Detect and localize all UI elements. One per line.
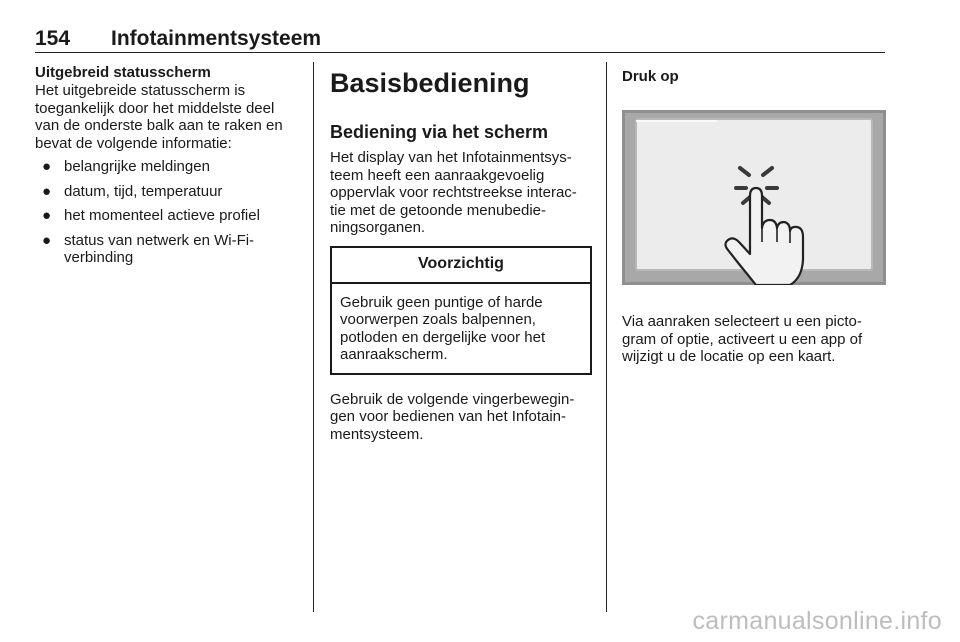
bullet-item xyxy=(35,207,300,225)
tap-paragraph xyxy=(622,313,884,366)
caution-line: potloden en dergelijke voor het xyxy=(340,328,546,346)
paragraph-line: oppervlak voor rechtstreekse interac- xyxy=(330,184,577,201)
tap-heading: Druk op xyxy=(622,68,679,85)
caution-line: aanraakscherm. xyxy=(340,346,448,363)
bullet-line: het momenteel actieve profiel xyxy=(64,207,260,224)
bullet-line: belangrijke meldingen xyxy=(64,158,210,175)
page-header xyxy=(35,27,885,51)
column-divider-right xyxy=(606,62,607,612)
status-screen-intro xyxy=(35,82,300,152)
paragraph-line: tie met de getoonde menubedie- xyxy=(330,201,546,219)
bullet-icon: ● xyxy=(42,207,52,224)
caution-box xyxy=(330,246,592,375)
column-right xyxy=(622,64,884,366)
chapter-title: Infotainmentsysteem xyxy=(111,27,322,50)
caution-line: voorwerpen zoals balpennen, xyxy=(340,311,536,328)
paragraph-line: gen voor bedienen van het Infotain- xyxy=(330,408,567,425)
caution-title: Voorzichtig xyxy=(332,248,590,284)
bullet-line: datum, tijd, temperatuur xyxy=(64,182,223,200)
watermark: carmanualsonline.info xyxy=(692,607,942,635)
info-bullet-list xyxy=(35,158,300,267)
bullet-line: verbinding xyxy=(64,249,134,266)
intro-line: bevat de volgende informatie: xyxy=(35,134,232,152)
column-middle xyxy=(330,64,592,443)
bullet-item xyxy=(35,158,300,176)
intro-line: van de onderste balk aan te raken en xyxy=(35,117,283,134)
status-screen-heading: Uitgebreid statusscherm xyxy=(35,64,211,81)
paragraph-line: wijzigt u de locatie op een kaart. xyxy=(622,348,836,365)
paragraph-line: teem heeft een aanraakgevoelig xyxy=(330,166,545,184)
basic-operation-heading: Basisbediening xyxy=(330,68,530,98)
header-rule xyxy=(35,52,885,53)
caution-line: Gebruik geen puntige of harde xyxy=(340,293,543,311)
finger-tap-icon xyxy=(622,110,886,285)
paragraph-line: gram of optie, activeert u een app of xyxy=(622,330,863,348)
column-divider-left xyxy=(313,62,314,612)
bullet-icon: ● xyxy=(42,231,52,249)
touchscreen-paragraph xyxy=(330,149,592,237)
paragraph-line: ningsorganen. xyxy=(330,219,426,236)
bullet-item xyxy=(35,232,300,267)
intro-line: Het uitgebreide statusscherm is xyxy=(35,82,246,99)
column-left xyxy=(35,64,300,274)
paragraph-line: Gebruik de volgende vingerbewegin- xyxy=(330,390,575,408)
caution-body xyxy=(332,284,590,373)
bullet-line: status van netwerk en Wi-Fi- xyxy=(64,231,255,249)
touchscreen-section-heading: Bediening via het scherm xyxy=(330,122,549,142)
bullet-item xyxy=(35,183,300,201)
bullet-icon: ● xyxy=(42,158,52,175)
paragraph-line: Via aanraken selecteert u een picto- xyxy=(622,313,862,330)
paragraph-line: mentsysteem. xyxy=(330,425,424,443)
paragraph-line: Het display van het Infotainmentsys- xyxy=(330,149,572,166)
bullet-icon: ● xyxy=(42,182,52,200)
page-number: 154 xyxy=(35,27,71,50)
gestures-paragraph xyxy=(330,391,592,444)
intro-line: toegankelijk door het middelste deel xyxy=(35,99,275,117)
